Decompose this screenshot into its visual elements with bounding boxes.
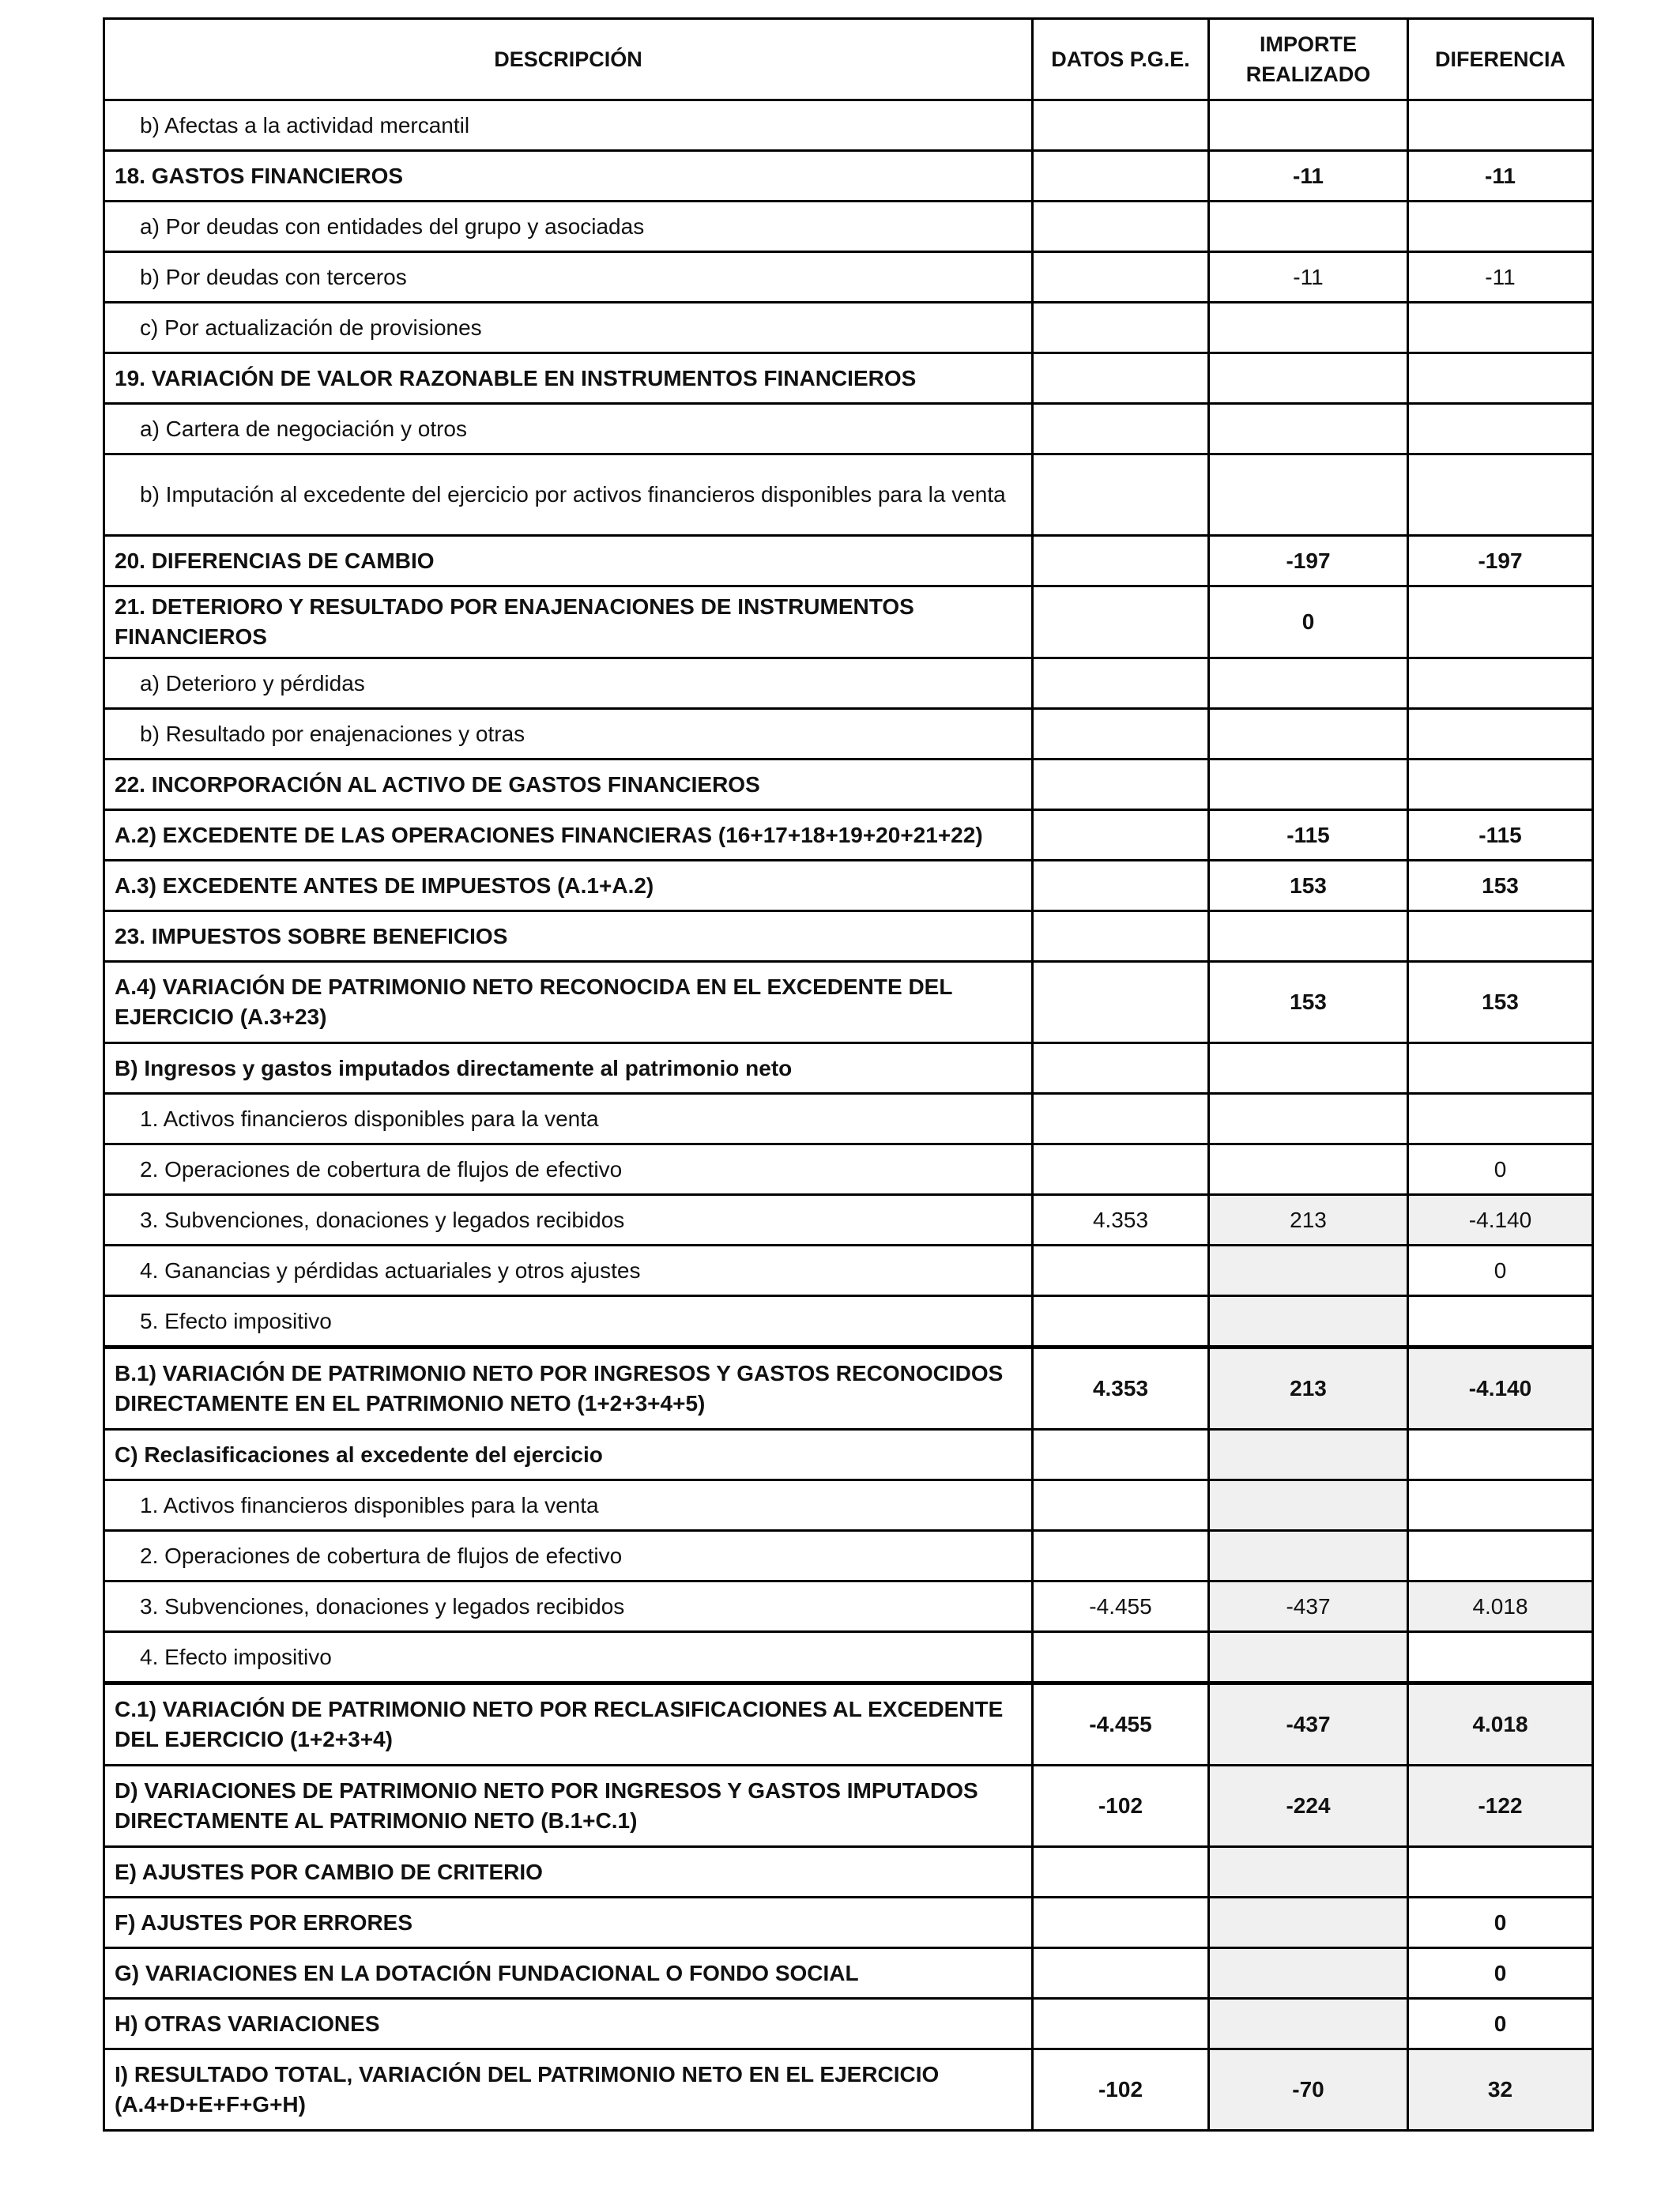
row-description: b) Afectas a la actividad mercantil xyxy=(104,100,1033,151)
row-description: 22. INCORPORACIÓN AL ACTIVO DE GASTOS FINANCIEROS xyxy=(104,760,1033,810)
row-datos-pge xyxy=(1033,658,1209,709)
table-row xyxy=(104,404,1593,454)
row-importe-realizado xyxy=(1209,1430,1408,1480)
row-datos-pge xyxy=(1033,303,1209,353)
table-row xyxy=(104,1948,1593,1999)
row-diferencia xyxy=(1408,1043,1593,1094)
row-description: 4. Efecto impositivo xyxy=(104,1632,1033,1683)
row-diferencia xyxy=(1408,658,1593,709)
row-diferencia: -4.140 xyxy=(1408,1348,1593,1430)
row-datos-pge xyxy=(1033,1480,1209,1531)
table-row xyxy=(104,1683,1593,1766)
row-importe-realizado xyxy=(1209,202,1408,252)
row-datos-pge xyxy=(1033,1144,1209,1195)
table-row xyxy=(104,911,1593,962)
row-diferencia: 0 xyxy=(1408,1999,1593,2049)
row-datos-pge xyxy=(1033,962,1209,1043)
table-row xyxy=(104,810,1593,861)
row-datos-pge xyxy=(1033,454,1209,536)
row-description: 2. Operaciones de cobertura de flujos de efectivo xyxy=(104,1531,1033,1581)
row-importe-realizado xyxy=(1209,911,1408,962)
row-importe-realizado xyxy=(1209,1898,1408,1948)
row-importe-realizado xyxy=(1209,303,1408,353)
row-description: B.1) VARIACIÓN DE PATRIMONIO NETO POR INGRESOS Y GASTOS RECONOCIDOS DIRECTAMENTE EN EL PATRIMONIO NETO (1+2+3+4+5) xyxy=(104,1348,1033,1430)
table-row xyxy=(104,1430,1593,1480)
row-diferencia: 153 xyxy=(1408,962,1593,1043)
row-description: I) RESULTADO TOTAL, VARIACIÓN DEL PATRIMONIO NETO EN EL EJERCICIO (A.4+D+E+F+G+H) xyxy=(104,2049,1033,2131)
financial-statement-page xyxy=(103,17,1591,2132)
row-diferencia: 4.018 xyxy=(1408,1683,1593,1766)
table-row xyxy=(104,1144,1593,1195)
row-diferencia: -115 xyxy=(1408,810,1593,861)
row-diferencia: 32 xyxy=(1408,2049,1593,2131)
row-importe-realizado: 153 xyxy=(1209,962,1408,1043)
row-description: 18. GASTOS FINANCIEROS xyxy=(104,151,1033,202)
row-description: D) VARIACIONES DE PATRIMONIO NETO POR INGRESOS Y GASTOS IMPUTADOS DIRECTAMENTE AL PATRIMONIO NETO (B.1+C.1) xyxy=(104,1766,1033,1847)
row-importe-realizado: 213 xyxy=(1209,1195,1408,1246)
row-importe-realizado: 213 xyxy=(1209,1348,1408,1430)
row-importe-realizado xyxy=(1209,658,1408,709)
row-datos-pge xyxy=(1033,1043,1209,1094)
table-row xyxy=(104,1632,1593,1683)
row-description: F) AJUSTES POR ERRORES xyxy=(104,1898,1033,1948)
row-importe-realizado xyxy=(1209,404,1408,454)
row-diferencia: -197 xyxy=(1408,536,1593,586)
table-row xyxy=(104,962,1593,1043)
row-description: 5. Efecto impositivo xyxy=(104,1296,1033,1348)
header-importe-realizado: IMPORTE REALIZADO xyxy=(1209,19,1408,100)
row-importe-realizado: 0 xyxy=(1209,586,1408,658)
row-diferencia xyxy=(1408,404,1593,454)
table-row xyxy=(104,658,1593,709)
row-datos-pge: -4.455 xyxy=(1033,1683,1209,1766)
row-description: 1. Activos financieros disponibles para la venta xyxy=(104,1094,1033,1144)
row-diferencia: -122 xyxy=(1408,1766,1593,1847)
row-datos-pge xyxy=(1033,404,1209,454)
row-diferencia: 0 xyxy=(1408,1246,1593,1296)
row-description: 1. Activos financieros disponibles para la venta xyxy=(104,1480,1033,1531)
row-diferencia: -4.140 xyxy=(1408,1195,1593,1246)
table-row xyxy=(104,100,1593,151)
table-row xyxy=(104,252,1593,303)
row-description: A.4) VARIACIÓN DE PATRIMONIO NETO RECONOCIDA EN EL EXCEDENTE DEL EJERCICIO (A.3+23) xyxy=(104,962,1033,1043)
row-datos-pge xyxy=(1033,1898,1209,1948)
table-row xyxy=(104,1531,1593,1581)
row-importe-realizado xyxy=(1209,1246,1408,1296)
statement-table xyxy=(103,17,1594,2132)
table-row xyxy=(104,151,1593,202)
row-datos-pge xyxy=(1033,709,1209,760)
row-description: a) Por deudas con entidades del grupo y asociadas xyxy=(104,202,1033,252)
row-datos-pge xyxy=(1033,861,1209,911)
row-description: G) VARIACIONES EN LA DOTACIÓN FUNDACIONAL O FONDO SOCIAL xyxy=(104,1948,1033,1999)
row-description: A.2) EXCEDENTE DE LAS OPERACIONES FINANCIERAS (16+17+18+19+20+21+22) xyxy=(104,810,1033,861)
row-datos-pge xyxy=(1033,202,1209,252)
row-importe-realizado: -437 xyxy=(1209,1683,1408,1766)
header-datos-pge: DATOS P.G.E. xyxy=(1033,19,1209,100)
table-row xyxy=(104,1766,1593,1847)
row-datos-pge xyxy=(1033,252,1209,303)
row-datos-pge xyxy=(1033,760,1209,810)
row-diferencia xyxy=(1408,1094,1593,1144)
table-row xyxy=(104,1195,1593,1246)
table-row xyxy=(104,709,1593,760)
row-diferencia xyxy=(1408,911,1593,962)
row-description: b) Imputación al excedente del ejercicio por activos financieros disponibles para la venta xyxy=(104,454,1033,536)
table-row xyxy=(104,303,1593,353)
row-diferencia xyxy=(1408,100,1593,151)
row-importe-realizado xyxy=(1209,454,1408,536)
table-row xyxy=(104,202,1593,252)
table-row xyxy=(104,353,1593,404)
row-importe-realizado: -11 xyxy=(1209,252,1408,303)
row-datos-pge xyxy=(1033,536,1209,586)
row-description: 4. Ganancias y pérdidas actuariales y otros ajustes xyxy=(104,1246,1033,1296)
row-diferencia: 0 xyxy=(1408,1144,1593,1195)
row-importe-realizado: -437 xyxy=(1209,1581,1408,1632)
row-datos-pge xyxy=(1033,1948,1209,1999)
row-importe-realizado xyxy=(1209,1296,1408,1348)
header-diferencia: DIFERENCIA xyxy=(1408,19,1593,100)
row-description: 21. DETERIORO Y RESULTADO POR ENAJENACIONES DE INSTRUMENTOS FINANCIEROS xyxy=(104,586,1033,658)
row-datos-pge xyxy=(1033,100,1209,151)
table-row xyxy=(104,861,1593,911)
row-description: 23. IMPUESTOS SOBRE BENEFICIOS xyxy=(104,911,1033,962)
row-importe-realizado xyxy=(1209,353,1408,404)
row-diferencia xyxy=(1408,1430,1593,1480)
table-row xyxy=(104,1043,1593,1094)
table-row xyxy=(104,1847,1593,1898)
row-diferencia xyxy=(1408,709,1593,760)
row-description: c) Por actualización de provisiones xyxy=(104,303,1033,353)
row-datos-pge xyxy=(1033,151,1209,202)
row-datos-pge: -4.455 xyxy=(1033,1581,1209,1632)
row-importe-realizado: -70 xyxy=(1209,2049,1408,2131)
row-description: 2. Operaciones de cobertura de flujos de efectivo xyxy=(104,1144,1033,1195)
row-diferencia xyxy=(1408,1632,1593,1683)
row-description: a) Deterioro y pérdidas xyxy=(104,658,1033,709)
row-importe-realizado xyxy=(1209,1632,1408,1683)
table-row xyxy=(104,1999,1593,2049)
table-row xyxy=(104,1581,1593,1632)
table-row xyxy=(104,2049,1593,2131)
row-description: b) Por deudas con terceros xyxy=(104,252,1033,303)
row-diferencia xyxy=(1408,1480,1593,1531)
row-diferencia: 153 xyxy=(1408,861,1593,911)
row-importe-realizado xyxy=(1209,1999,1408,2049)
header-row xyxy=(104,19,1593,100)
row-description: a) Cartera de negociación y otros xyxy=(104,404,1033,454)
table-row xyxy=(104,1898,1593,1948)
row-importe-realizado: -197 xyxy=(1209,536,1408,586)
row-importe-realizado xyxy=(1209,1531,1408,1581)
row-datos-pge xyxy=(1033,1430,1209,1480)
table-row xyxy=(104,1094,1593,1144)
row-importe-realizado xyxy=(1209,1043,1408,1094)
row-description: B) Ingresos y gastos imputados directamente al patrimonio neto xyxy=(104,1043,1033,1094)
row-description: C.1) VARIACIÓN DE PATRIMONIO NETO POR RECLASIFICACIONES AL EXCEDENTE DEL EJERCICIO (1+2+3+4) xyxy=(104,1683,1033,1766)
row-datos-pge: -102 xyxy=(1033,1766,1209,1847)
row-datos-pge: 4.353 xyxy=(1033,1348,1209,1430)
row-importe-realizado xyxy=(1209,1094,1408,1144)
row-description: C) Reclasificaciones al excedente del ejercicio xyxy=(104,1430,1033,1480)
table-row xyxy=(104,760,1593,810)
row-importe-realizado xyxy=(1209,1144,1408,1195)
row-datos-pge xyxy=(1033,1094,1209,1144)
table-row xyxy=(104,1348,1593,1430)
row-description: 3. Subvenciones, donaciones y legados recibidos xyxy=(104,1581,1033,1632)
row-importe-realizado xyxy=(1209,1480,1408,1531)
row-description: E) AJUSTES POR CAMBIO DE CRITERIO xyxy=(104,1847,1033,1898)
row-diferencia xyxy=(1408,1847,1593,1898)
table-row xyxy=(104,1296,1593,1348)
row-description: H) OTRAS VARIACIONES xyxy=(104,1999,1033,2049)
row-datos-pge xyxy=(1033,810,1209,861)
row-description: b) Resultado por enajenaciones y otras xyxy=(104,709,1033,760)
row-diferencia xyxy=(1408,1531,1593,1581)
row-datos-pge xyxy=(1033,1531,1209,1581)
row-description: 20. DIFERENCIAS DE CAMBIO xyxy=(104,536,1033,586)
row-diferencia xyxy=(1408,303,1593,353)
table-row xyxy=(104,1480,1593,1531)
row-importe-realizado: -115 xyxy=(1209,810,1408,861)
row-datos-pge xyxy=(1033,1999,1209,2049)
row-datos-pge xyxy=(1033,1632,1209,1683)
table-row xyxy=(104,454,1593,536)
row-datos-pge xyxy=(1033,353,1209,404)
row-importe-realizado: -11 xyxy=(1209,151,1408,202)
row-importe-realizado xyxy=(1209,1847,1408,1898)
row-diferencia xyxy=(1408,353,1593,404)
row-diferencia xyxy=(1408,586,1593,658)
row-description: 3. Subvenciones, donaciones y legados recibidos xyxy=(104,1195,1033,1246)
table-row xyxy=(104,1246,1593,1296)
row-diferencia xyxy=(1408,760,1593,810)
row-description: 19. VARIACIÓN DE VALOR RAZONABLE EN INSTRUMENTOS FINANCIEROS xyxy=(104,353,1033,404)
row-diferencia xyxy=(1408,1296,1593,1348)
row-importe-realizado: 153 xyxy=(1209,861,1408,911)
row-importe-realizado xyxy=(1209,100,1408,151)
row-importe-realizado xyxy=(1209,760,1408,810)
row-diferencia: 4.018 xyxy=(1408,1581,1593,1632)
row-importe-realizado xyxy=(1209,1948,1408,1999)
row-datos-pge xyxy=(1033,911,1209,962)
row-datos-pge: 4.353 xyxy=(1033,1195,1209,1246)
row-importe-realizado xyxy=(1209,709,1408,760)
table-row xyxy=(104,586,1593,658)
row-datos-pge xyxy=(1033,586,1209,658)
row-diferencia xyxy=(1408,202,1593,252)
row-diferencia: -11 xyxy=(1408,252,1593,303)
row-datos-pge: -102 xyxy=(1033,2049,1209,2131)
row-diferencia: 0 xyxy=(1408,1898,1593,1948)
row-diferencia: -11 xyxy=(1408,151,1593,202)
row-importe-realizado: -224 xyxy=(1209,1766,1408,1847)
row-diferencia xyxy=(1408,454,1593,536)
row-datos-pge xyxy=(1033,1847,1209,1898)
row-datos-pge xyxy=(1033,1296,1209,1348)
table-row xyxy=(104,536,1593,586)
row-diferencia: 0 xyxy=(1408,1948,1593,1999)
header-descripcion: DESCRIPCIÓN xyxy=(104,19,1033,100)
row-datos-pge xyxy=(1033,1246,1209,1296)
row-description: A.3) EXCEDENTE ANTES DE IMPUESTOS (A.1+A.2) xyxy=(104,861,1033,911)
